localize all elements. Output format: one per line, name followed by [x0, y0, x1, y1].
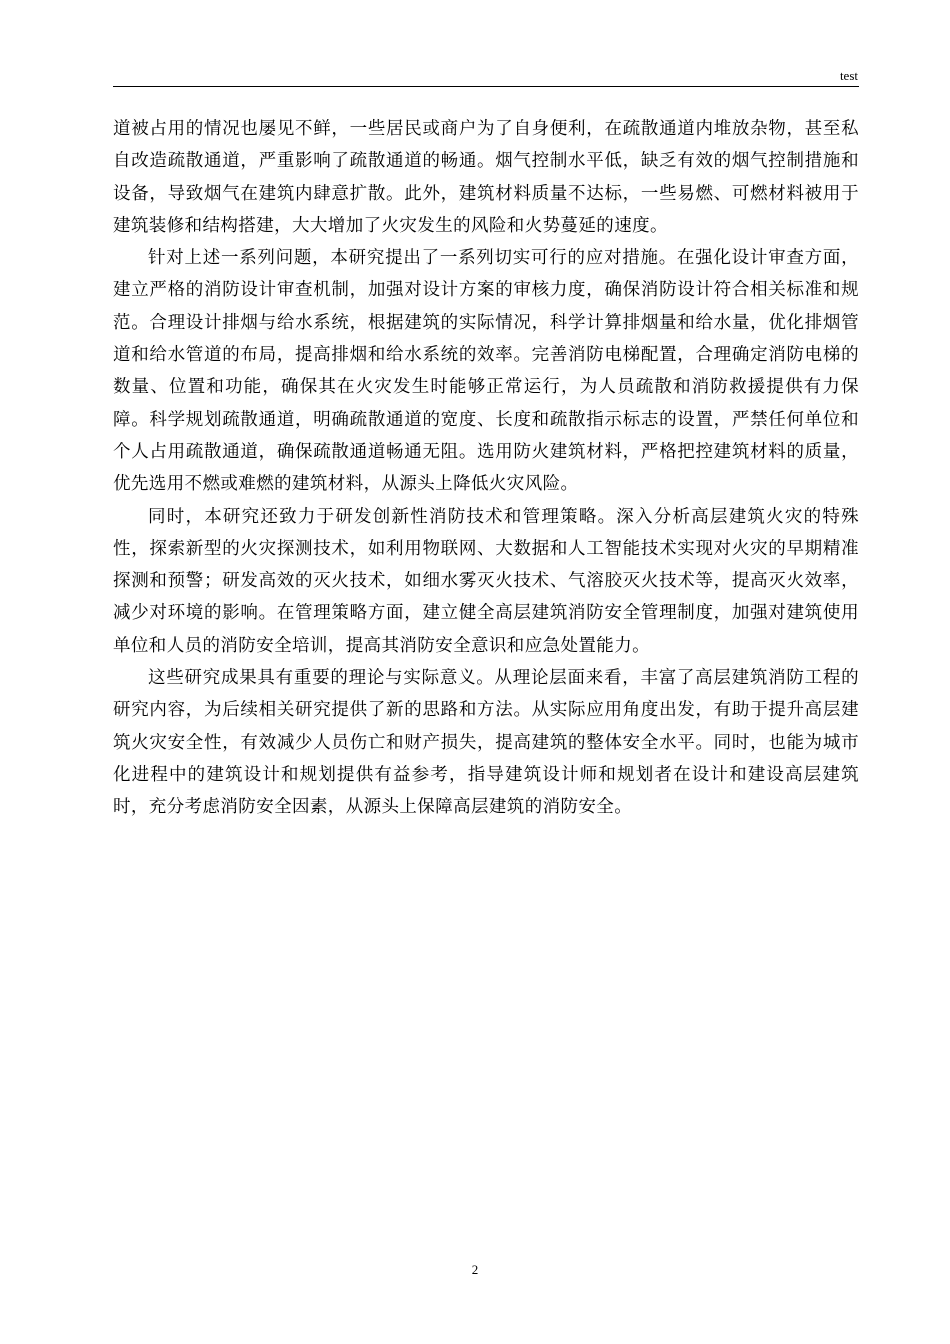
page-header-text: test	[839, 68, 858, 83]
paragraph-3: 同时，本研究还致力于研发创新性消防技术和管理策略。深入分析高层建筑火灾的特殊性，探索新型的火灾探测技术，如利用物联网、大数据和人工智能技术实现对火灾的早期精准探测和预警；研发高效的灭火技术，如细水雾灭火技术、气溶胶灭火技术等，提高灭火效率，减少对环境的影响。在管理策略方面，建立健全高层建筑消防安全管理制度，加强对建筑使用单位和人员的消防安全培训，提高其消防安全意识和应急处置能力。	[113, 506, 859, 656]
paragraph-2: 针对上述一系列问题，本研究提出了一系列切实可行的应对措施。在强化设计审查方面，建立严格的消防设计审查机制，加强对设计方案的审核力度，确保消防设计符合相关标准和规范。合理设计排烟与给水系统，根据建筑的实际情况，科学计算排烟量和给水量，优化排烟管道和给水管道的布局，提高排烟和给水系统的效率。完善消防电梯配置，合理确定消防电梯的数量、位置和功能，确保其在火灾发生时能够正常运行，为人员疏散和消防救援提供有力保障。科学规划疏散通道，明确疏散通道的宽度、长度和疏散指示标志的设置，严禁任何单位和个人占用疏散通道，确保疏散通道畅通无阻。选用防火建筑材料，严格把控建筑材料的质量，优先选用不燃或难燃的建筑材料，从源头上降低火灾风险。	[113, 248, 859, 495]
header-divider	[113, 86, 859, 87]
paragraph-1: 道被占用的情况也屡见不鲜，一些居民或商户为了自身便利，在疏散通道内堆放杂物，甚至私自改造疏散通道，严重影响了疏散通道的畅通。烟气控制水平低，缺乏有效的烟气控制措施和设备，导致烟气在建筑内肆意扩散。此外，建筑材料质量不达标，一些易燃、可燃材料被用于建筑装修和结构搭建，大大增加了火灾发生的风险和火势蔓延的速度。	[113, 119, 859, 236]
paragraph-4: 这些研究成果具有重要的理论与实际意义。从理论层面来看，丰富了高层建筑消防工程的研究内容，为后续相关研究提供了新的思路和方法。从实际应用角度出发，有助于提升高层建筑火灾安全性，有效减少人员伤亡和财产损失，提高建筑的整体安全水平。同时，也能为城市化进程中的建筑设计和规划提供有益参考，指导建筑设计师和规划者在设计和建设高层建筑时，充分考虑消防安全因素，从源头上保障高层建筑的消防安全。	[113, 668, 859, 818]
page-number: 2	[471, 1262, 479, 1277]
document-body	[113, 113, 859, 824]
